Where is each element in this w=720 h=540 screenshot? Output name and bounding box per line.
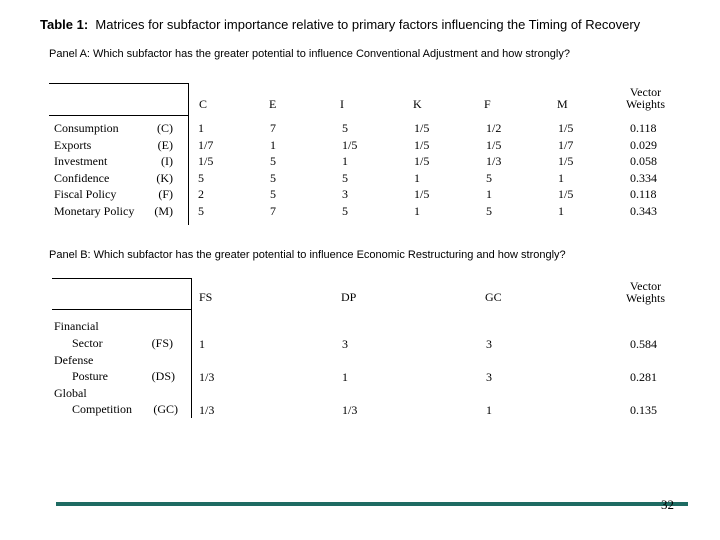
table-row-label: Defense (54, 352, 94, 367)
table-cell: 1 (342, 154, 348, 168)
table-cell: 7 (270, 203, 276, 218)
panel-a-heading: Panel A: Which subfactor has the greater potential to influence Conventional Adjustment and how strongly? (49, 48, 570, 60)
table-cell: 1 (558, 170, 564, 185)
table-cell: 1/7 (558, 137, 574, 152)
table-cell: 1 (414, 203, 420, 218)
table-cell: 1/3 (199, 403, 215, 417)
table-cell: 1/5 (198, 154, 214, 168)
panel-b-vector-header: Vector Weights (626, 279, 666, 305)
panel-b-header-rule (52, 309, 192, 310)
table-cell: 1 (270, 137, 276, 152)
table-cell: 2 (198, 187, 204, 201)
vector-weight: 0.281 (630, 370, 657, 384)
table-row-abbr: (I) (161, 154, 173, 168)
panel-a-vertical-rule (188, 83, 189, 225)
vector-weight: 0.118 (630, 121, 657, 135)
table-row-abbr: (K) (156, 170, 173, 185)
table-cell: 3 (486, 370, 492, 384)
table-row-abbr: (F) (158, 187, 173, 201)
table-row-abbr: (E) (157, 137, 173, 152)
vector-weight: 0.584 (630, 337, 657, 351)
table-row-abbr: (GC) (153, 402, 178, 416)
vector-weight: 0.135 (630, 403, 657, 417)
vector-weight: 0.058 (630, 154, 657, 168)
footer-divider (56, 502, 688, 506)
vector-weight: 0.334 (630, 170, 657, 185)
panel-a-col-header: F (484, 97, 491, 111)
table-cell: 5 (198, 203, 204, 218)
table-title (40, 17, 640, 32)
table-cell: 1/2 (486, 121, 502, 135)
panel-a-col-header: E (269, 97, 277, 111)
table-cell: 5 (342, 121, 348, 135)
table-caption: Matrices for subfactor importance relative to primary factors influencing the Timing of Recovery (95, 17, 641, 32)
table-cell: 1/5 (558, 121, 574, 135)
table-cell: 5 (342, 203, 348, 218)
table-cell: 5 (486, 170, 492, 185)
panel-a-col-header: C (199, 97, 208, 111)
table-cell: 1 (198, 121, 204, 135)
panel-b-top-rule (52, 278, 192, 279)
table-cell: 1/5 (486, 137, 502, 152)
table-cell: 5 (198, 170, 204, 185)
table-row-label: Global (54, 385, 87, 400)
panel-b-vertical-rule (191, 278, 192, 418)
table-cell: 3 (342, 187, 348, 201)
table-cell: 5 (270, 170, 276, 185)
table-row-abbr: (DS) (151, 369, 175, 383)
panel-a-vector-header: Vector Weights (626, 85, 666, 111)
table-cell: 1 (342, 370, 348, 384)
table-cell: 5 (486, 203, 492, 218)
table-cell: 1/5 (414, 121, 430, 135)
vector-weight: 0.343 (630, 203, 657, 218)
table-row-label: Posture (72, 369, 108, 383)
table-cell: 1 (414, 170, 420, 185)
table-cell: 3 (342, 337, 348, 351)
panel-a-col-header: I (340, 97, 344, 111)
table-cell: 7 (270, 121, 276, 135)
table-row-label: Monetary Policy (54, 203, 135, 218)
table-cell: 5 (342, 170, 348, 185)
table-row-label: Competition (72, 402, 132, 416)
table-label: Table 1: (40, 17, 89, 32)
table-cell: 5 (270, 154, 276, 168)
table-row-label: Confidence (54, 170, 110, 185)
vector-weight: 0.118 (630, 187, 657, 201)
panel-a-col-header: M (557, 97, 568, 111)
table-cell: 1/3 (486, 154, 502, 168)
vector-weight: 0.029 (630, 137, 657, 152)
panel-b-col-header: GC (485, 290, 502, 304)
table-cell: 5 (270, 187, 276, 201)
panel-a-header-rule (49, 115, 189, 116)
table-cell: 1/3 (199, 370, 215, 384)
panel-b-col-header: FS (199, 290, 213, 304)
table-cell: 3 (486, 337, 492, 351)
table-cell: 1 (199, 337, 205, 351)
table-row-label: Sector (72, 336, 103, 350)
table-row-abbr: (C) (157, 121, 173, 135)
panel-a-top-rule (49, 83, 189, 84)
table-cell: 1/5 (558, 187, 574, 201)
table-row-label: Financial (54, 319, 99, 333)
table-cell: 1/5 (342, 137, 358, 152)
panel-b-col-header: DP (341, 290, 357, 304)
table-row-abbr: (FS) (151, 336, 173, 350)
page-number: 32 (661, 497, 674, 512)
table-cell: 1/3 (342, 403, 358, 417)
panel-b-heading: Panel B: Which subfactor has the greater potential to influence Economic Restructuring and how strongly? (49, 249, 566, 261)
table-row-abbr: (M) (154, 203, 173, 218)
panel-a-col-header: K (413, 97, 422, 111)
table-cell: 1/5 (414, 137, 430, 152)
table-cell: 1/7 (198, 137, 214, 152)
table-cell: 1 (558, 203, 564, 218)
table-row-label: Consumption (54, 121, 119, 135)
table-cell: 1/5 (558, 154, 574, 168)
table-row-label: Investment (54, 154, 108, 168)
table-row-label: Fiscal Policy (54, 187, 117, 201)
table-cell: 1/5 (414, 187, 430, 201)
table-cell: 1/5 (414, 154, 430, 168)
table-cell: 1 (486, 187, 492, 201)
table-cell: 1 (486, 403, 492, 417)
table-row-label: Exports (54, 137, 92, 152)
